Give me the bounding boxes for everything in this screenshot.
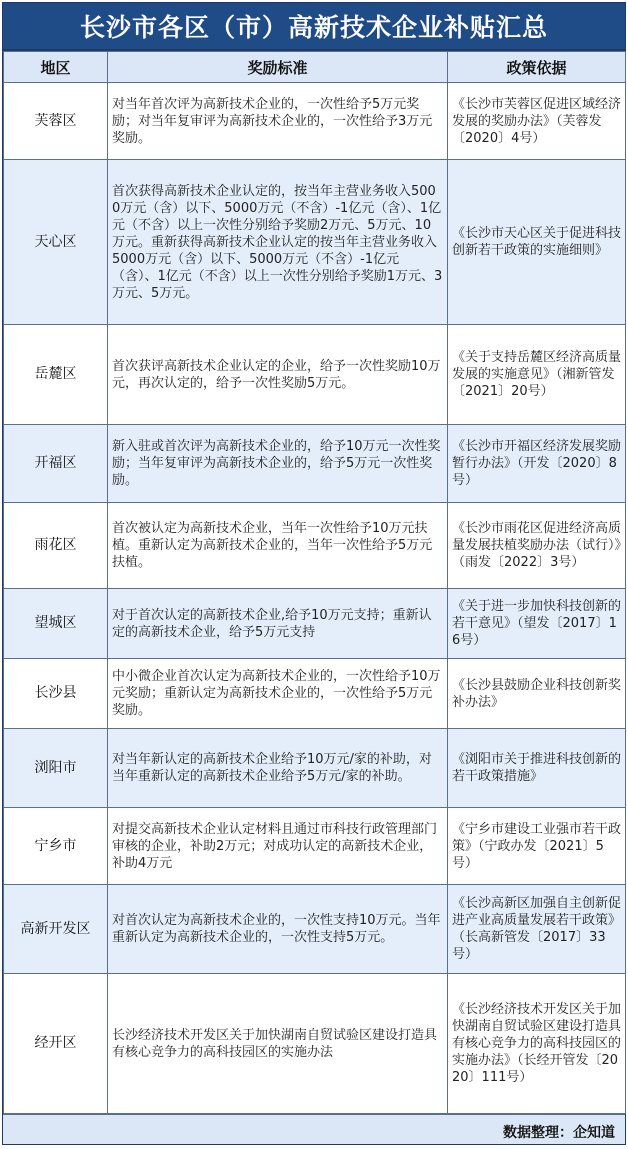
reward-cell: 首次被认定为高新技术企业，当年一次性给予10万元扶植。重新认定为高新技术企业的，当年一次性给予5万元扶植。 bbox=[108, 503, 448, 589]
policy-cell: 《关于进一步加快科技创新的若干意见》（望发〔2017〕16号） bbox=[448, 589, 626, 659]
policy-cell: 《浏阳市关于推进科技创新的若干政策措施》 bbox=[448, 729, 626, 808]
page-title: 长沙市各区（市）高新技术企业补贴汇总 bbox=[3, 3, 625, 51]
table-row bbox=[4, 659, 626, 729]
region-cell: 经开区 bbox=[4, 974, 108, 1114]
reward-cell: 对当年新认定的高新技术企业给予10万元/家的补助，对当年重新认定的高新技术企业给予5万元/家的补助。 bbox=[108, 729, 448, 808]
policy-cell: 《关于支持岳麓区经济高质量发展的实施意见》（湘新管发〔2021〕20号） bbox=[448, 325, 626, 425]
table-row bbox=[4, 503, 626, 589]
region-cell: 芙蓉区 bbox=[4, 83, 108, 160]
table-row bbox=[4, 325, 626, 425]
table-row bbox=[4, 729, 626, 808]
policy-cell: 《长沙县鼓励企业科技创新奖补办法》 bbox=[448, 659, 626, 729]
region-cell: 长沙县 bbox=[4, 659, 108, 729]
table-row bbox=[4, 808, 626, 885]
policy-cell: 《长沙高新区加强自主创新促进产业高质量发展若干政策》（长高新管发〔2017〕33号） bbox=[448, 885, 626, 974]
subsidy-table bbox=[3, 51, 626, 1114]
policy-cell: 《长沙市雨花区促进经济高质量发展扶植奖励办法（试行）》（雨发〔2022〕3号） bbox=[448, 503, 626, 589]
reward-cell: 中小微企业首次认定为高新技术企业的，一次性给予10万元奖励；重新认定为高新技术企业的，一次性给予5万元奖励。 bbox=[108, 659, 448, 729]
policy-cell: 《长沙市天心区关于促进科技创新若干政策的实施细则》 bbox=[448, 160, 626, 325]
table-row bbox=[4, 885, 626, 974]
table-row bbox=[4, 160, 626, 325]
policy-cell: 《宁乡市建设工业强市若干政策》（宁政办发〔2021〕5号） bbox=[448, 808, 626, 885]
reward-cell: 对首次认定为高新技术企业的，一次性支持10万元。当年重新认定为高新技术企业的，一次性支持5万元。 bbox=[108, 885, 448, 974]
region-cell: 天心区 bbox=[4, 160, 108, 325]
reward-cell: 对于首次认定的高新技术企业,给予10万元支持；重新认定的高新技术企业，给予5万元支持 bbox=[108, 589, 448, 659]
region-cell: 岳麓区 bbox=[4, 325, 108, 425]
data-source-footer: 数据整理：企知道 bbox=[3, 1114, 625, 1149]
table-row bbox=[4, 589, 626, 659]
region-cell: 雨花区 bbox=[4, 503, 108, 589]
header-policy: 政策依据 bbox=[448, 52, 626, 83]
reward-cell: 首次获评高新技术企业认定的企业，给予一次性奖励10万元，再次认定的，给予一次性奖励5万元。 bbox=[108, 325, 448, 425]
reward-cell: 首次获得高新技术企业认定的，按当年主营业务收入5000万元（含）以下、5000万元（不含）-1亿元（含）、1亿元（不含）以上一次性分别给予奖励2万元、5万元、10万元。重新获得高新技术企业认定的按当年主营业务收入5000万元（含）以下、5000万元（不含）-1亿元（含）、1亿元（不含）以上一次性分别给予奖励1万元、3万元、5万元。 bbox=[108, 160, 448, 325]
policy-cell: 《长沙市芙蓉区促进区域经济发展的奖励办法》（芙蓉发〔2020〕4号） bbox=[448, 83, 626, 160]
region-cell: 浏阳市 bbox=[4, 729, 108, 808]
reward-cell: 新入驻或首次评为高新技术企业的，给予10万元一次性奖励；当年复审评为高新技术企业的，给予5万元一次性奖励。 bbox=[108, 425, 448, 503]
summary-document bbox=[2, 2, 626, 1145]
policy-cell: 《长沙经济技术开发区关于加快湖南自贸试验区建设打造具有核心竞争力的高科技园区的实施办法》（长经开管发〔2020〕111号） bbox=[448, 974, 626, 1114]
policy-cell: 《长沙市开福区经济发展奖励暂行办法》（开发〔2020〕8号） bbox=[448, 425, 626, 503]
header-region: 地区 bbox=[4, 52, 108, 83]
table-row bbox=[4, 83, 626, 160]
table-row bbox=[4, 425, 626, 503]
region-cell: 高新开发区 bbox=[4, 885, 108, 974]
reward-cell: 对当年首次评为高新技术企业的，一次性给予5万元奖励；对当年复审评为高新技术企业的，一次性给予3万元奖励。 bbox=[108, 83, 448, 160]
table-row bbox=[4, 974, 626, 1114]
reward-cell: 长沙经济技术开发区关于加快湖南自贸试验区建设打造具有核心竞争力的高科技园区的实施办法 bbox=[108, 974, 448, 1114]
header-reward: 奖励标准 bbox=[108, 52, 448, 83]
table-header-row bbox=[4, 52, 626, 83]
reward-cell: 对提交高新技术企业认定材料且通过市科技行政管理部门审核的企业，补助2万元；对成功认定的高新技术企业，补助4万元 bbox=[108, 808, 448, 885]
region-cell: 望城区 bbox=[4, 589, 108, 659]
region-cell: 开福区 bbox=[4, 425, 108, 503]
region-cell: 宁乡市 bbox=[4, 808, 108, 885]
